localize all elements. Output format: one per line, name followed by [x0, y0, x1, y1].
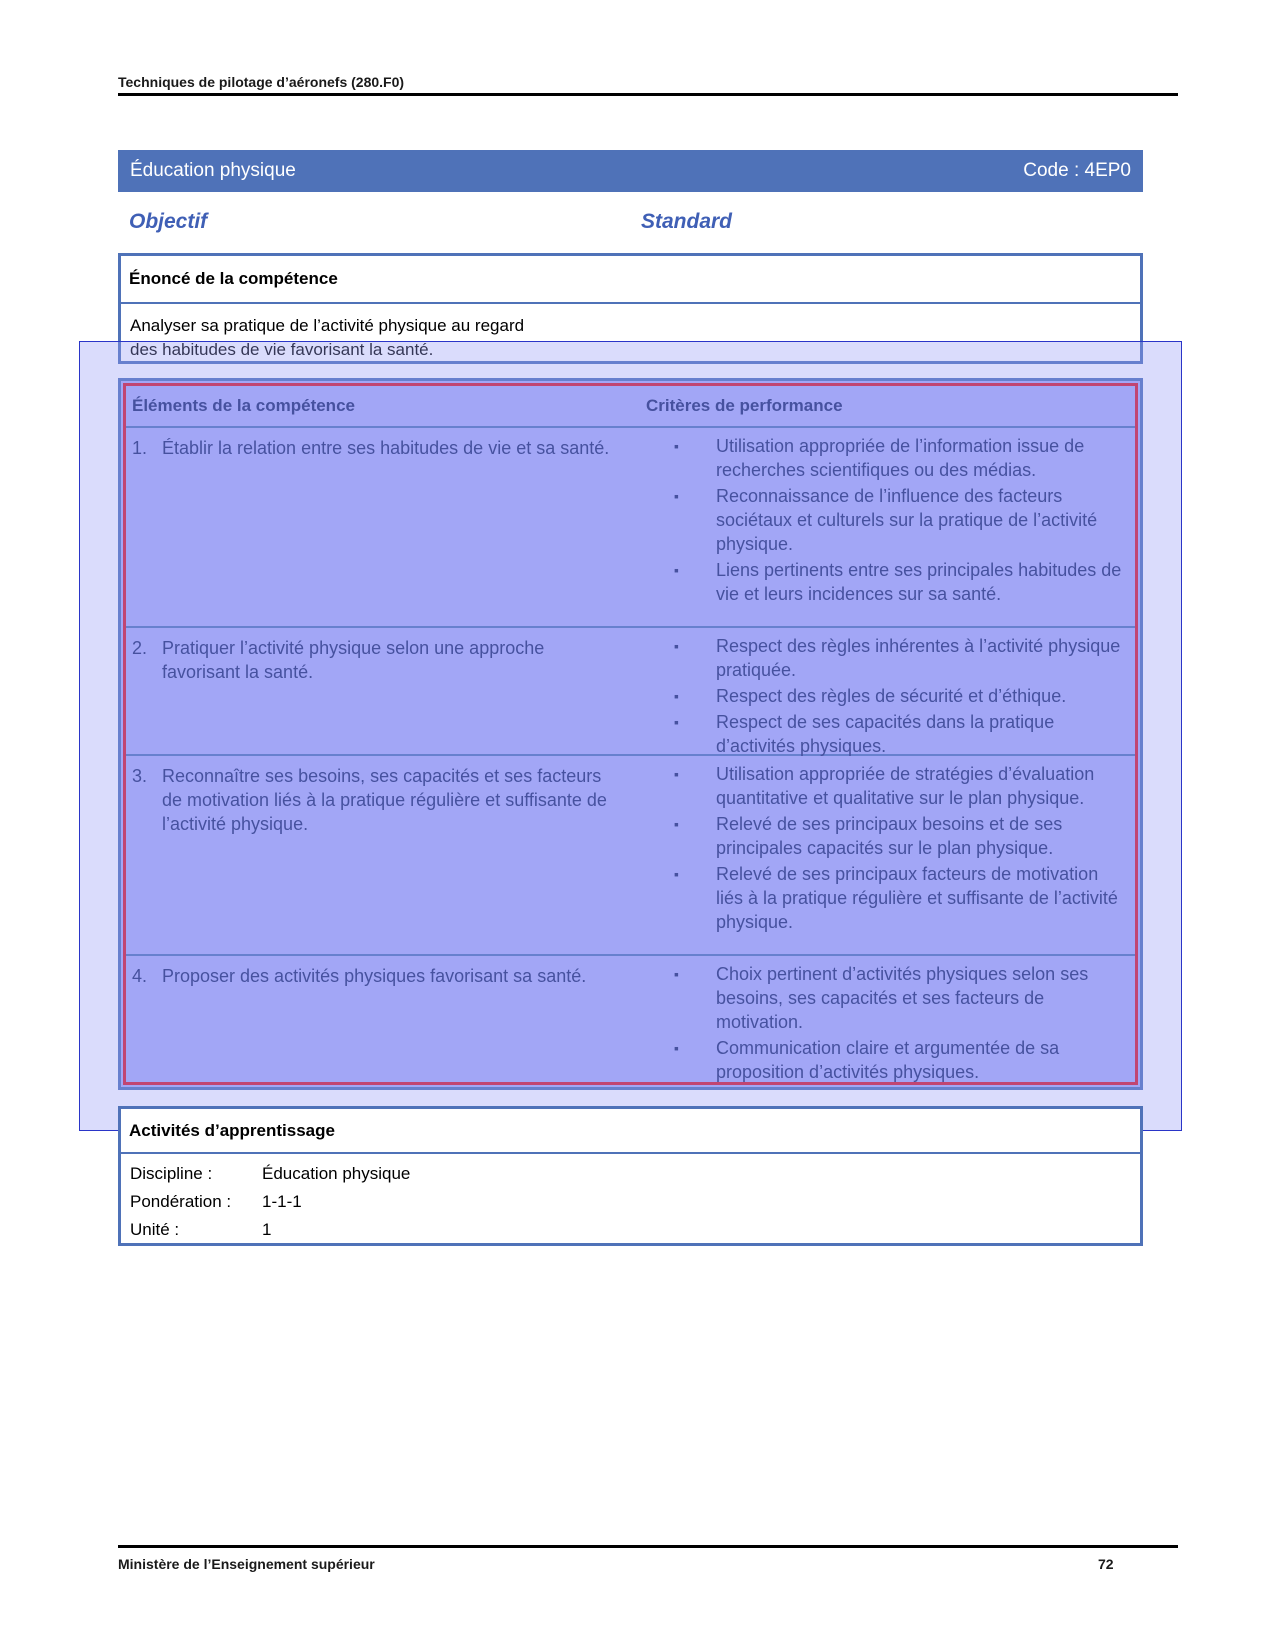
performance-table-header [126, 386, 1135, 428]
bullet-icon: ▪ [674, 1040, 679, 1056]
unit-label: Unité : [130, 1220, 180, 1239]
elements-column-header: Éléments de la compétence [132, 396, 355, 415]
unit-value: 1 [262, 1220, 272, 1239]
discipline-row [130, 1160, 1140, 1188]
element-number: 3. [132, 766, 148, 786]
element-number: 1. [132, 438, 148, 458]
bullet-icon: ▪ [674, 638, 679, 654]
element-number: 4. [132, 966, 148, 986]
bullet-icon: ▪ [674, 562, 679, 578]
criterion-item [674, 710, 1124, 758]
footer-rule [118, 1545, 1178, 1548]
weighting-row [130, 1188, 1140, 1216]
weighting-value: 1-1-1 [262, 1192, 302, 1211]
criterion-text: Respect des règles inhérentes à l’activité physique pratiquée. [716, 636, 1121, 680]
weighting-label: Pondération : [130, 1192, 232, 1211]
criteria-column-header: Critères de performance [646, 396, 843, 415]
criterion-item [674, 762, 1124, 810]
criterion-item [674, 558, 1124, 606]
competence-element [132, 436, 612, 460]
footer-ministry: Ministère de l’Enseignement supérieur [118, 1556, 375, 1572]
criteria-list [674, 762, 1124, 936]
criterion-item [674, 634, 1124, 682]
criterion-item [674, 962, 1124, 1034]
unit-row [130, 1216, 1140, 1244]
criterion-text: Communication claire et argumentée de sa proposition d’activités physiques. [716, 1038, 1060, 1082]
criterion-text: Reconnaissance de l’influence des facteurs sociétaux et culturels sur la pratique de l’activité physique. [716, 486, 1098, 554]
objective-label: Objectif [129, 210, 208, 233]
criterion-item [674, 812, 1124, 860]
criterion-item [674, 684, 1124, 708]
competence-element [132, 636, 612, 684]
criterion-text: Relevé de ses principaux besoins et de ses principales capacités sur le plan physique. [716, 814, 1063, 858]
performance-row [126, 628, 1135, 756]
element-text: Proposer des activités physiques favorisant sa santé. [162, 966, 587, 986]
element-text: Pratiquer l’activité physique selon une approche favorisant la santé. [162, 638, 545, 682]
criterion-text: Respect des règles de sécurité et d’éthique. [716, 686, 1067, 706]
activities-details [121, 1154, 1140, 1244]
performance-row [126, 956, 1135, 1080]
competence-element [132, 964, 612, 988]
performance-rows [126, 428, 1135, 1080]
criterion-text: Choix pertinent d’activités physiques selon ses besoins, ses capacités et ses facteurs de motivation. [716, 964, 1089, 1032]
competence-heading: Énoncé de la compétence [129, 269, 338, 288]
performance-row [126, 428, 1135, 628]
criterion-item [674, 1036, 1124, 1084]
bullet-icon: ▪ [674, 966, 679, 982]
competence-element [132, 764, 612, 836]
competence-text-line1: Analyser sa pratique de l’activité physique au regard [130, 316, 525, 335]
running-header: Techniques de pilotage d’aéronefs (280.F0) [118, 74, 405, 90]
header-rule [118, 93, 1178, 96]
element-number: 2. [132, 638, 148, 658]
bullet-icon: ▪ [674, 688, 679, 704]
criterion-text: Utilisation appropriée de stratégies d’évaluation quantitative et qualitative sur le plan physique. [716, 764, 1095, 808]
criterion-text: Respect de ses capacités dans la pratique d’activités physiques. [716, 712, 1055, 756]
competence-statement [121, 304, 1140, 362]
competence-box [118, 253, 1143, 364]
course-title-bar [118, 150, 1143, 192]
criteria-list [674, 434, 1124, 608]
bullet-icon: ▪ [674, 438, 679, 454]
criterion-item [674, 484, 1124, 556]
element-text: Reconnaître ses besoins, ses capacités et ses facteurs de motivation liés à la pratique régulière et suffisante de l’activité physique. [162, 766, 607, 834]
objective-standard-labels [129, 210, 733, 234]
bullet-icon: ▪ [674, 766, 679, 782]
bullet-icon: ▪ [674, 714, 679, 730]
criterion-text: Liens pertinents entre ses principales habitudes de vie et leurs incidences sur sa santé. [716, 560, 1122, 604]
performance-table-inner [123, 383, 1138, 1085]
page-number: 72 [1098, 1556, 1114, 1572]
criterion-text: Utilisation appropriée de l’information issue de recherches scientifiques ou des médias. [716, 436, 1085, 480]
course-code: Code : 4EP0 [1023, 160, 1131, 181]
course-name: Éducation physique [130, 160, 296, 181]
criteria-list [674, 634, 1124, 760]
discipline-label: Discipline : [130, 1164, 213, 1183]
criterion-text: Relevé de ses principaux facteurs de motivation liés à la pratique régulière et suffisante de l’activité physique. [716, 864, 1118, 932]
performance-table [118, 378, 1143, 1090]
element-text: Établir la relation entre ses habitudes de vie et sa santé. [162, 438, 610, 458]
standard-label: Standard [641, 210, 733, 233]
criterion-item [674, 862, 1124, 934]
activities-heading: Activités d’apprentissage [129, 1120, 335, 1140]
activities-box [118, 1106, 1143, 1246]
bullet-icon: ▪ [674, 816, 679, 832]
criterion-item [674, 434, 1124, 482]
discipline-value: Éducation physique [262, 1164, 411, 1183]
bullet-icon: ▪ [674, 866, 679, 882]
performance-row [126, 756, 1135, 956]
criteria-list [674, 962, 1124, 1086]
competence-text-line2: des habitudes de vie favorisant la santé. [130, 340, 434, 359]
bullet-icon: ▪ [674, 488, 679, 504]
